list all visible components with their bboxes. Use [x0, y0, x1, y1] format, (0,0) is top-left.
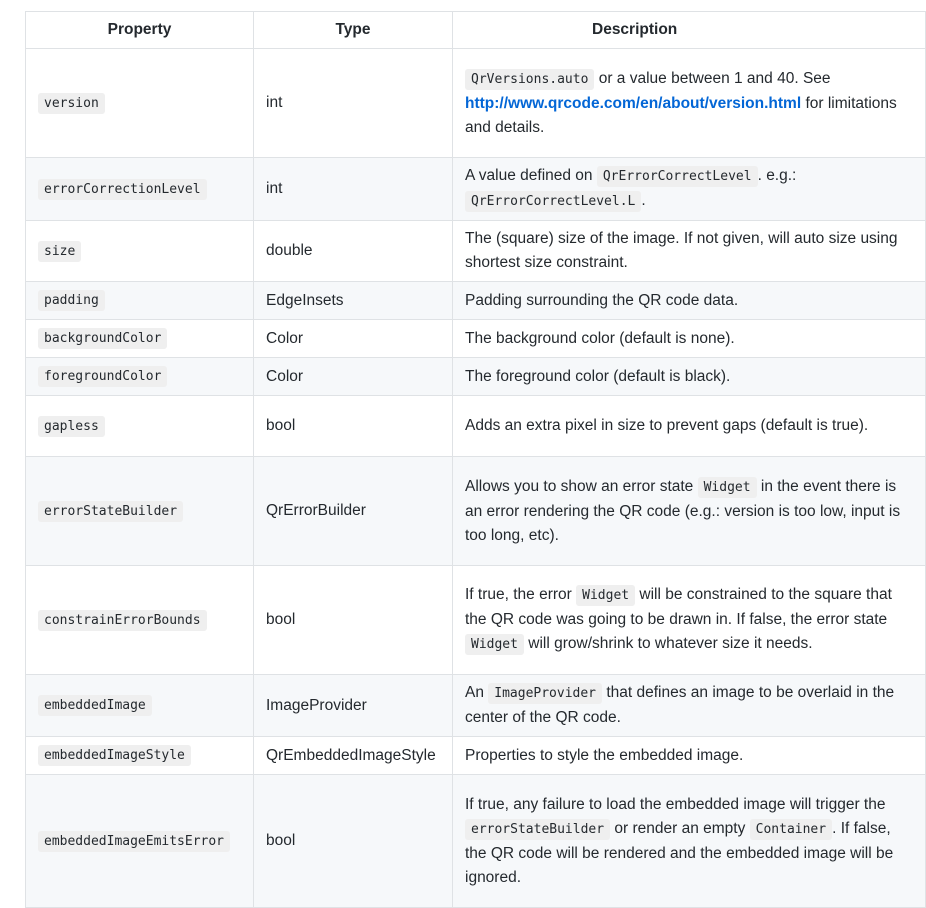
- type-cell: int: [254, 158, 453, 221]
- properties-table: [25, 11, 926, 908]
- description-cell: The (square) size of the image. If not given, will auto size using shortest size constraint.: [453, 221, 926, 282]
- property-name: padding: [38, 290, 105, 311]
- table-row: [26, 737, 926, 775]
- inline-code: QrErrorCorrectLevel: [597, 166, 758, 187]
- table-row: [26, 457, 926, 566]
- property-name: size: [38, 241, 81, 262]
- table-row: [26, 282, 926, 320]
- property-cell: [26, 282, 254, 320]
- type-cell: bool: [254, 775, 453, 908]
- description-cell: If true, any failure to load the embedded image will trigger the errorStateBuilder or render an empty Container . If false, the QR code will be rendered and the embedded image will be ignored.: [453, 775, 926, 908]
- property-cell: [26, 737, 254, 775]
- type-cell: ImageProvider: [254, 675, 453, 737]
- table-row: [26, 49, 926, 158]
- table-header-row: [26, 12, 926, 49]
- property-cell: [26, 320, 254, 358]
- properties-table-container: [25, 11, 901, 886]
- property-name: embeddedImage: [38, 695, 152, 716]
- table-row: [26, 396, 926, 457]
- property-cell: [26, 457, 254, 566]
- header-type: Type: [254, 12, 453, 49]
- description-cell: An ImageProvider that defines an image to be overlaid in the center of the QR code.: [453, 675, 926, 737]
- description-cell: The background color (default is none).: [453, 320, 926, 358]
- property-cell: [26, 49, 254, 158]
- property-name: version: [38, 93, 105, 114]
- inline-code: QrVersions.auto: [465, 69, 594, 90]
- type-cell: bool: [254, 566, 453, 675]
- property-cell: [26, 566, 254, 675]
- property-name: gapless: [38, 416, 105, 437]
- property-cell: [26, 675, 254, 737]
- description-cell: Allows you to show an error state Widget in the event there is an error rendering the QR code (e.g.: version is too low, input is too long, etc).: [453, 457, 926, 566]
- table-row: [26, 566, 926, 675]
- type-cell: bool: [254, 396, 453, 457]
- description-cell: If true, the error Widget will be constrained to the square that the QR code was going to be drawn in. If false, the error state Widget will grow/shrink to whatever size it needs.: [453, 566, 926, 675]
- description-cell: Adds an extra pixel in size to prevent gaps (default is true).: [453, 396, 926, 457]
- inline-code: Container: [750, 819, 832, 840]
- inline-code: Widget: [576, 585, 635, 606]
- property-cell: [26, 221, 254, 282]
- inline-code: ImageProvider: [488, 683, 602, 704]
- table-row: [26, 775, 926, 908]
- property-cell: [26, 158, 254, 221]
- inline-code: Widget: [465, 634, 524, 655]
- property-name: errorStateBuilder: [38, 501, 183, 522]
- inline-code: QrErrorCorrectLevel.L: [465, 191, 641, 212]
- table-row: [26, 320, 926, 358]
- table-row: [26, 221, 926, 282]
- type-cell: QrEmbeddedImageStyle: [254, 737, 453, 775]
- property-name: foregroundColor: [38, 366, 167, 387]
- table-row: [26, 675, 926, 737]
- type-cell: Color: [254, 320, 453, 358]
- header-description: Description: [453, 12, 926, 49]
- property-name: constrainErrorBounds: [38, 610, 207, 631]
- property-cell: [26, 775, 254, 908]
- table-row: [26, 158, 926, 221]
- property-cell: [26, 396, 254, 457]
- property-name: embeddedImageEmitsError: [38, 831, 230, 852]
- type-cell: EdgeInsets: [254, 282, 453, 320]
- inline-code: errorStateBuilder: [465, 819, 610, 840]
- type-cell: double: [254, 221, 453, 282]
- type-cell: Color: [254, 358, 453, 396]
- property-cell: [26, 358, 254, 396]
- inline-code: Widget: [698, 477, 757, 498]
- property-name: backgroundColor: [38, 328, 167, 349]
- type-cell: QrErrorBuilder: [254, 457, 453, 566]
- type-cell: int: [254, 49, 453, 158]
- description-cell: A value defined on QrErrorCorrectLevel . e.g.: QrErrorCorrectLevel.L .: [453, 158, 926, 221]
- description-cell: QrVersions.auto or a value between 1 and 40. See http://www.qrcode.com/en/about/version.html for limitations and details.: [453, 49, 926, 158]
- property-name: embeddedImageStyle: [38, 745, 191, 766]
- header-property: Property: [26, 12, 254, 49]
- version-link[interactable]: http://www.qrcode.com/en/about/version.html: [465, 94, 802, 112]
- description-cell: The foreground color (default is black).: [453, 358, 926, 396]
- description-cell: Padding surrounding the QR code data.: [453, 282, 926, 320]
- property-name: errorCorrectionLevel: [38, 179, 207, 200]
- table-row: [26, 358, 926, 396]
- description-cell: Properties to style the embedded image.: [453, 737, 926, 775]
